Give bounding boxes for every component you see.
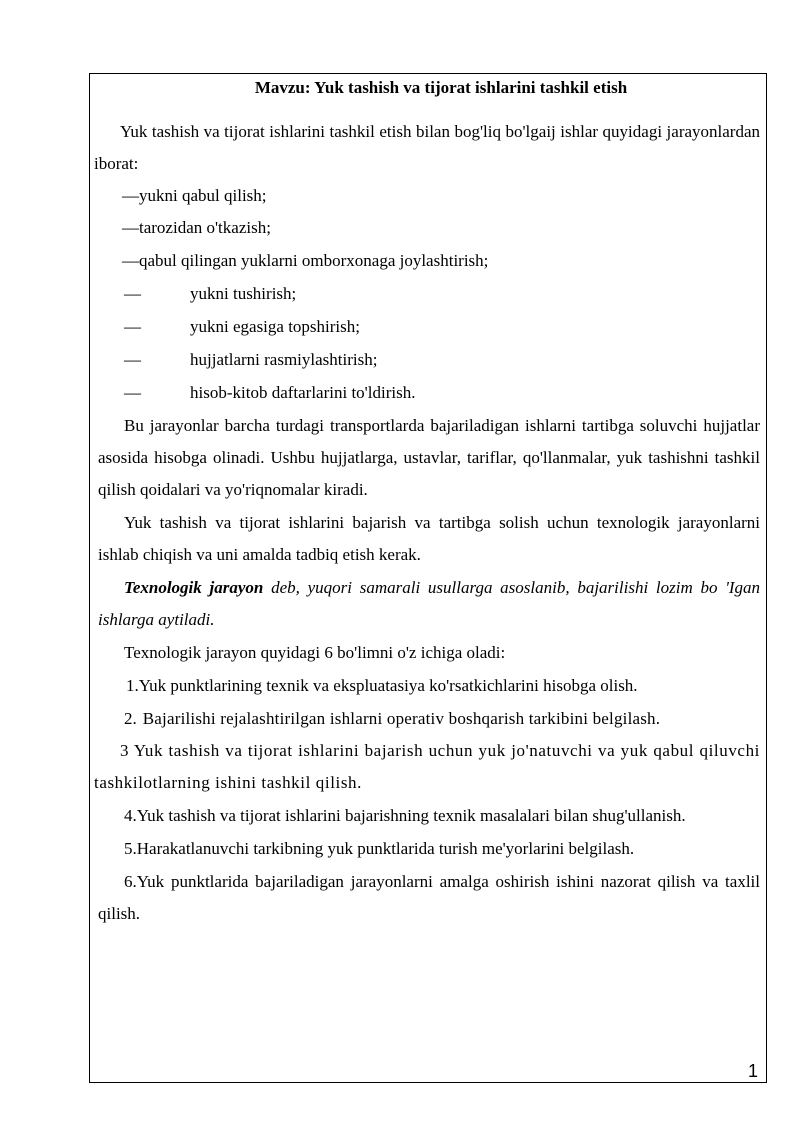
document-title: Mavzu: Yuk tashish va tijorat ishlarini tashkil etish <box>254 78 628 97</box>
item-number: 6. <box>124 872 137 891</box>
dash-mark: — <box>122 251 139 270</box>
item-number: 1. <box>126 676 139 695</box>
numbered-item <box>124 800 686 832</box>
item-number: 2. <box>124 709 137 728</box>
page-number: 1 <box>748 1061 759 1081</box>
list-item <box>122 245 488 277</box>
list-item <box>122 212 271 244</box>
item-text: Yuk punktlarining texnik va ekspluatasiya ko'rsatkichlarini hisobga olish. <box>138 676 638 695</box>
item-text: Yuk punktlarida bajariladigan jarayonlarni amalga oshirish ishini nazorat qilish va taxlil qilish. <box>98 872 760 923</box>
numbered-item <box>94 735 760 799</box>
definition-text: deb, yuqori samarali usullarga asoslanib, bajarilishi lozim bo 'Igan ishlarga aytiladi. <box>98 578 761 629</box>
paragraph: Texnologik jarayon quyidagi 6 bo'limni o'z ichiga oladi: <box>124 643 506 662</box>
dash-mark: — <box>122 218 139 237</box>
item-number: 5. <box>124 839 137 858</box>
item-text: Yuk tashish va tijorat ishlarini bajarish uchun yuk jo'natuvchi va yuk qabul qiluvchi tashkilotlarning ishini tashkil qilish. <box>94 741 760 792</box>
item-text: Yuk tashish va tijorat ishlarini bajarishning texnik masalalari bilan shug'ullanish. <box>136 806 686 825</box>
paragraph: Bu jarayonlar barcha turdagi transportlarda bajariladigan ishlarni tartibga soluvchi hujjatlar asosida hisobga olinadi. Ushbu hujjatlarga, ustavlar, tariflar, qo'llanmalar, yuk tashishni tashkil qilish qoidalari va yo'riqnomalar kiradi. <box>98 416 760 499</box>
item-number: 4. <box>124 806 137 825</box>
intro-paragraph: Yuk tashish va tijorat ishlarini tashkil etish bilan bog'liq bo'lgaij ishlar quyidagi jarayonlardan iborat: <box>94 122 760 173</box>
list-item-text: hujjatlarni rasmiylashtirish; <box>190 350 378 369</box>
list-item-text: yukni qabul qilish; <box>139 186 267 205</box>
list-item-text: qabul qilingan yuklarni omborxonaga joylashtirish; <box>139 251 489 270</box>
dash-mark: — <box>124 284 141 303</box>
numbered-item <box>98 866 760 930</box>
dash-mark: — <box>124 350 141 369</box>
paragraph: Yuk tashish va tijorat ishlarini bajarish va tartibga solish uchun texnologik jarayonlarni ishlab chiqish va uni amalda tadbiq etish kerak. <box>98 513 760 564</box>
item-text: Bajarilishi rejalashtirilgan ishlarni operativ boshqarish tarkibini belgilash. <box>142 709 661 728</box>
numbered-item <box>124 703 660 735</box>
dash-mark: — <box>124 383 141 402</box>
definition-paragraph <box>98 572 760 636</box>
list-item-text: hisob-kitob daftarlarini to'ldirish. <box>190 383 416 402</box>
item-number: 3 <box>120 741 130 760</box>
dash-mark: — <box>124 317 141 336</box>
numbered-item <box>126 670 638 702</box>
list-item-text: yukni egasiga topshirish; <box>190 317 360 336</box>
list-item-text: tarozidan o'tkazish; <box>139 218 271 237</box>
list-item-text: yukni tushirish; <box>190 284 297 303</box>
dash-mark: — <box>122 186 139 205</box>
item-text: Harakatlanuvchi tarkibning yuk punktlarida turish me'yorlarini belgilash. <box>136 839 635 858</box>
definition-term: Texnologik jarayon <box>124 578 264 597</box>
numbered-item <box>124 833 634 865</box>
list-item <box>122 180 267 212</box>
